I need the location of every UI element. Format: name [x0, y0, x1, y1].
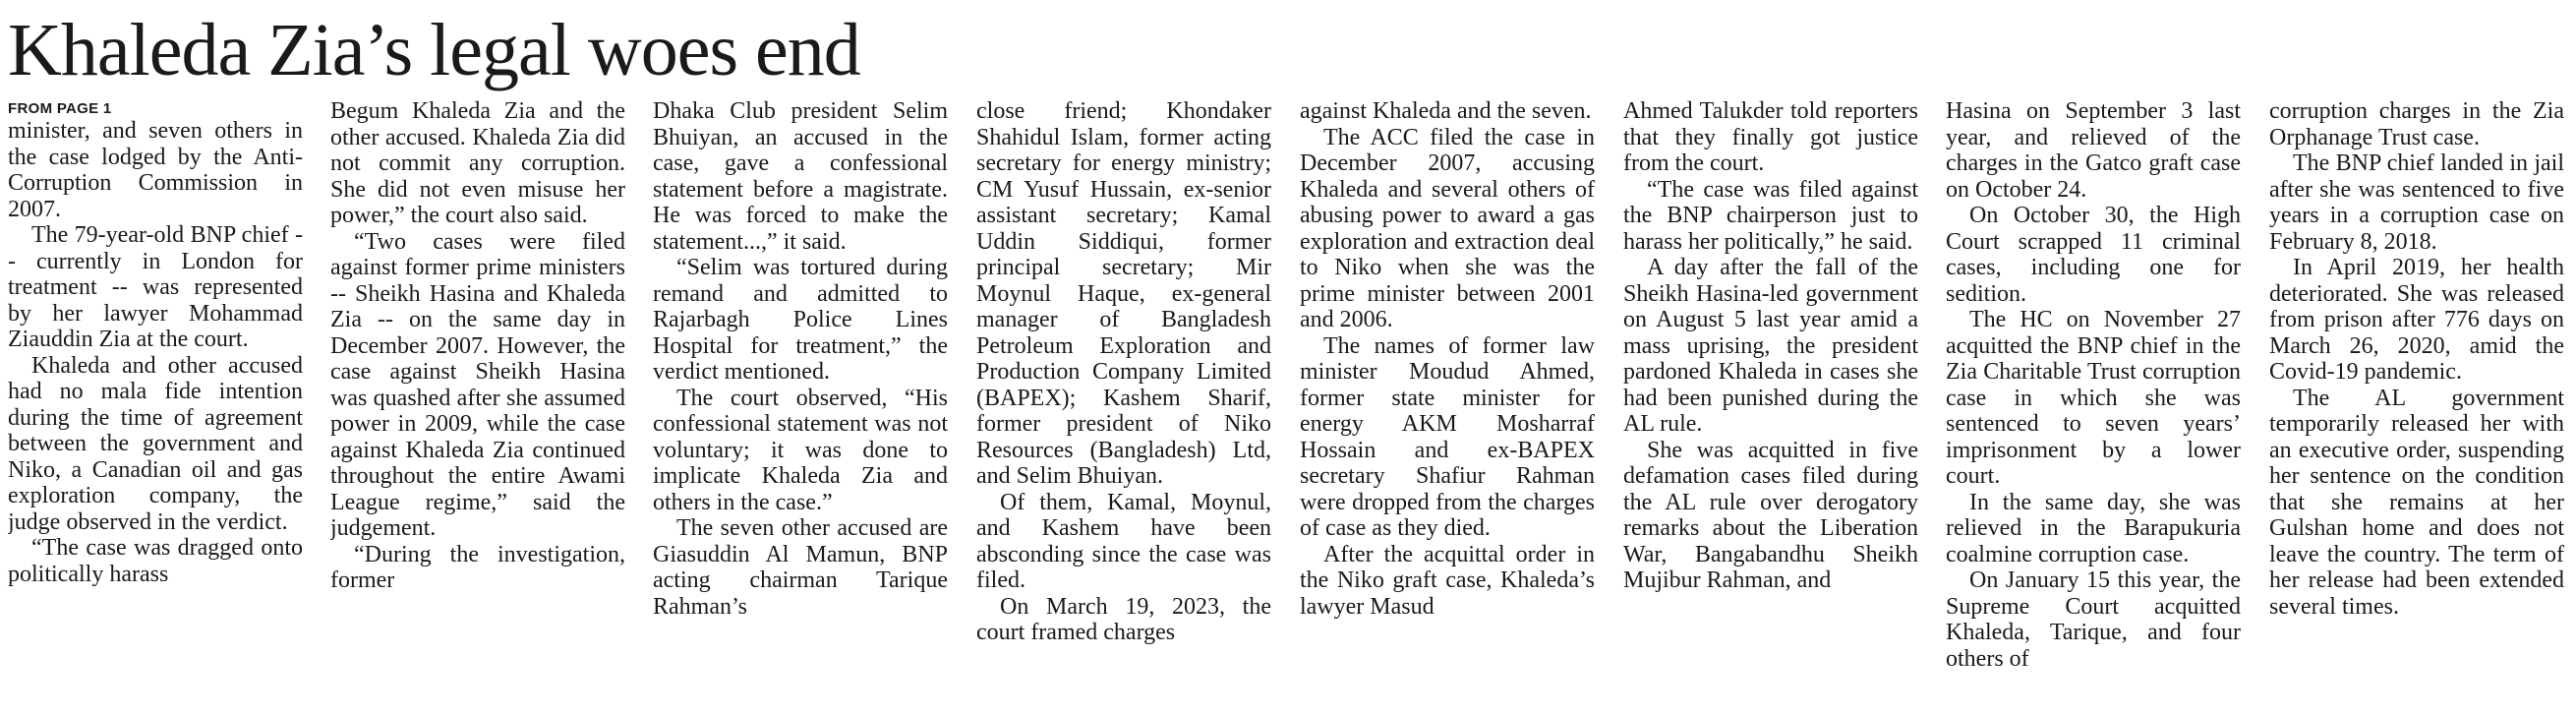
headline: Khaleda Zia’s legal woes end	[8, 9, 860, 91]
article-column-3	[653, 98, 948, 708]
paragraph: The AL government temporarily released her with an executive order, suspending her sentence on the condition that she remains at her Gulshan home and does not leave the country. The term of her release had been extended several times.	[2269, 385, 2564, 620]
paragraph: “The case was filed against the BNP chairperson just to harass her politically,” he said.	[1623, 176, 1918, 255]
paragraph: The names of former law minister Moudud Ahmed, former state minister for energy AKM Mosharraf Hossain and ex-BAPEX secretary Shafiur Rahman were dropped from the charges of case as they died.	[1300, 332, 1595, 541]
article-column-4	[976, 98, 1271, 708]
article-column-8	[2269, 98, 2564, 708]
paragraph: “Selim was tortured during remand and admitted to Rajarbagh Police Lines Hospital for treatment,” the verdict mentioned.	[653, 255, 948, 385]
paragraph: The ACC filed the case in December 2007, accusing Khaleda and several others of abusing power to award a gas exploration and extraction deal to Niko when she was the prime minister between 2001 and 2006.	[1300, 124, 1595, 332]
article-column-2	[330, 98, 625, 708]
paragraph: On March 19, 2023, the court framed charges	[976, 593, 1271, 645]
paragraph: close friend; Khondaker Shahidul Islam, former acting secretary for energy ministry; CM Yusuf Hussain, ex-senior assistant secretary; Kamal Uddin Siddiqui, former principal secretary; Mir Moynul Haque, ex-general manager of Bangladesh Petroleum Exploration and Production Company Limited (BAPEX); Kashem Sharif, former president of Niko Resources (Bangladesh) Ltd, and Selim Bhuiyan.	[976, 98, 1271, 489]
paragraph: She was acquitted in five defamation cases filed during the AL rule over derogatory remarks about the Liberation War, Bangabandhu Sheikh Mujibur Rahman, and	[1623, 437, 1918, 593]
paragraph: Hasina on September 3 last year, and relieved of the charges in the Gatco graft case on October 24.	[1946, 98, 2241, 203]
jump-line: FROM PAGE 1	[8, 100, 112, 117]
paragraph: The 79-year-old BNP chief -- currently in London for treatment -- was represented by her lawyer Mohammad Ziauddin Zia at the court.	[8, 222, 303, 352]
paragraph: Of them, Kamal, Moynul, and Kashem have been absconding since the case was filed.	[976, 489, 1271, 593]
article-column-7	[1946, 98, 2241, 708]
paragraph: On October 30, the High Court scrapped 11 criminal cases, including one for sedition.	[1946, 203, 2241, 307]
paragraph: In the same day, she was relieved in the Barapukuria coalmine corruption case.	[1946, 489, 2241, 567]
paragraph: Begum Khaleda Zia and the other accused. Khaleda Zia did not commit any corruption. She did not even misuse her power,” the court also said.	[330, 98, 625, 228]
paragraph: corruption charges in the Zia Orphanage Trust case.	[2269, 98, 2564, 150]
paragraph: “Two cases were filed against former prime ministers -- Sheikh Hasina and Khaleda Zia -- on the same day in December 2007. However, the case against Sheikh Hasina was quashed after she assumed power in 2009, while the case against Khaleda Zia continued throughout the entire Awami League regime,” said the judgement.	[330, 228, 625, 541]
paragraph: “During the investigation, former	[330, 541, 625, 593]
paragraph: against Khaleda and the seven.	[1300, 98, 1592, 124]
paragraph: After the acquittal order in the Niko graft case, Khaleda’s lawyer Masud	[1300, 541, 1595, 620]
paragraph: On January 15 this year, the Supreme Court acquitted Khaleda, Tarique, and four others of	[1946, 567, 2241, 672]
paragraph: In April 2019, her health deteriorated. She was released from prison after 776 days on March 26, 2020, amid the Covid-19 pandemic.	[2269, 255, 2564, 385]
paragraph: A day after the fall of the Sheikh Hasina-led government on August 5 last year amid a mass uprising, the president pardoned Khaleda in cases she had been punished during the AL rule.	[1623, 255, 1918, 437]
paragraph: Khaleda and other accused had no mala fide intention during the time of agreement between the government and Niko, a Canadian oil and gas exploration company, the judge observed in the verdict.	[8, 352, 303, 535]
article-column-5	[1300, 98, 1595, 708]
paragraph: The seven other accused are Giasuddin Al Mamun, BNP acting chairman Tarique Rahman’s	[653, 515, 948, 620]
paragraph: Ahmed Talukder told reporters that they finally got justice from the court.	[1623, 98, 1918, 176]
paragraph: Dhaka Club president Selim Bhuiyan, an accused in the case, gave a confessional statement before a magistrate. He was forced to make the statement...,” it said.	[653, 98, 948, 255]
article-column-6	[1623, 98, 1918, 708]
paragraph: The court observed, “His confessional statement was not voluntary; it was done to implicate Khaleda Zia and others in the case.”	[653, 385, 948, 515]
paragraph: The BNP chief landed in jail after she was sentenced to five years in a corruption case on February 8, 2018.	[2269, 150, 2564, 255]
paragraph: “The case was dragged onto politically harass	[8, 535, 303, 587]
paragraph: minister, and seven others in the case lodged by the Anti-Corruption Commission in 2007.	[8, 118, 303, 222]
paragraph: The HC on November 27 acquitted the BNP chief in the Zia Charitable Trust corruption case in which she was sentenced to seven years’ imprisonment by a lower court.	[1946, 307, 2241, 489]
article-column-1	[8, 100, 303, 710]
